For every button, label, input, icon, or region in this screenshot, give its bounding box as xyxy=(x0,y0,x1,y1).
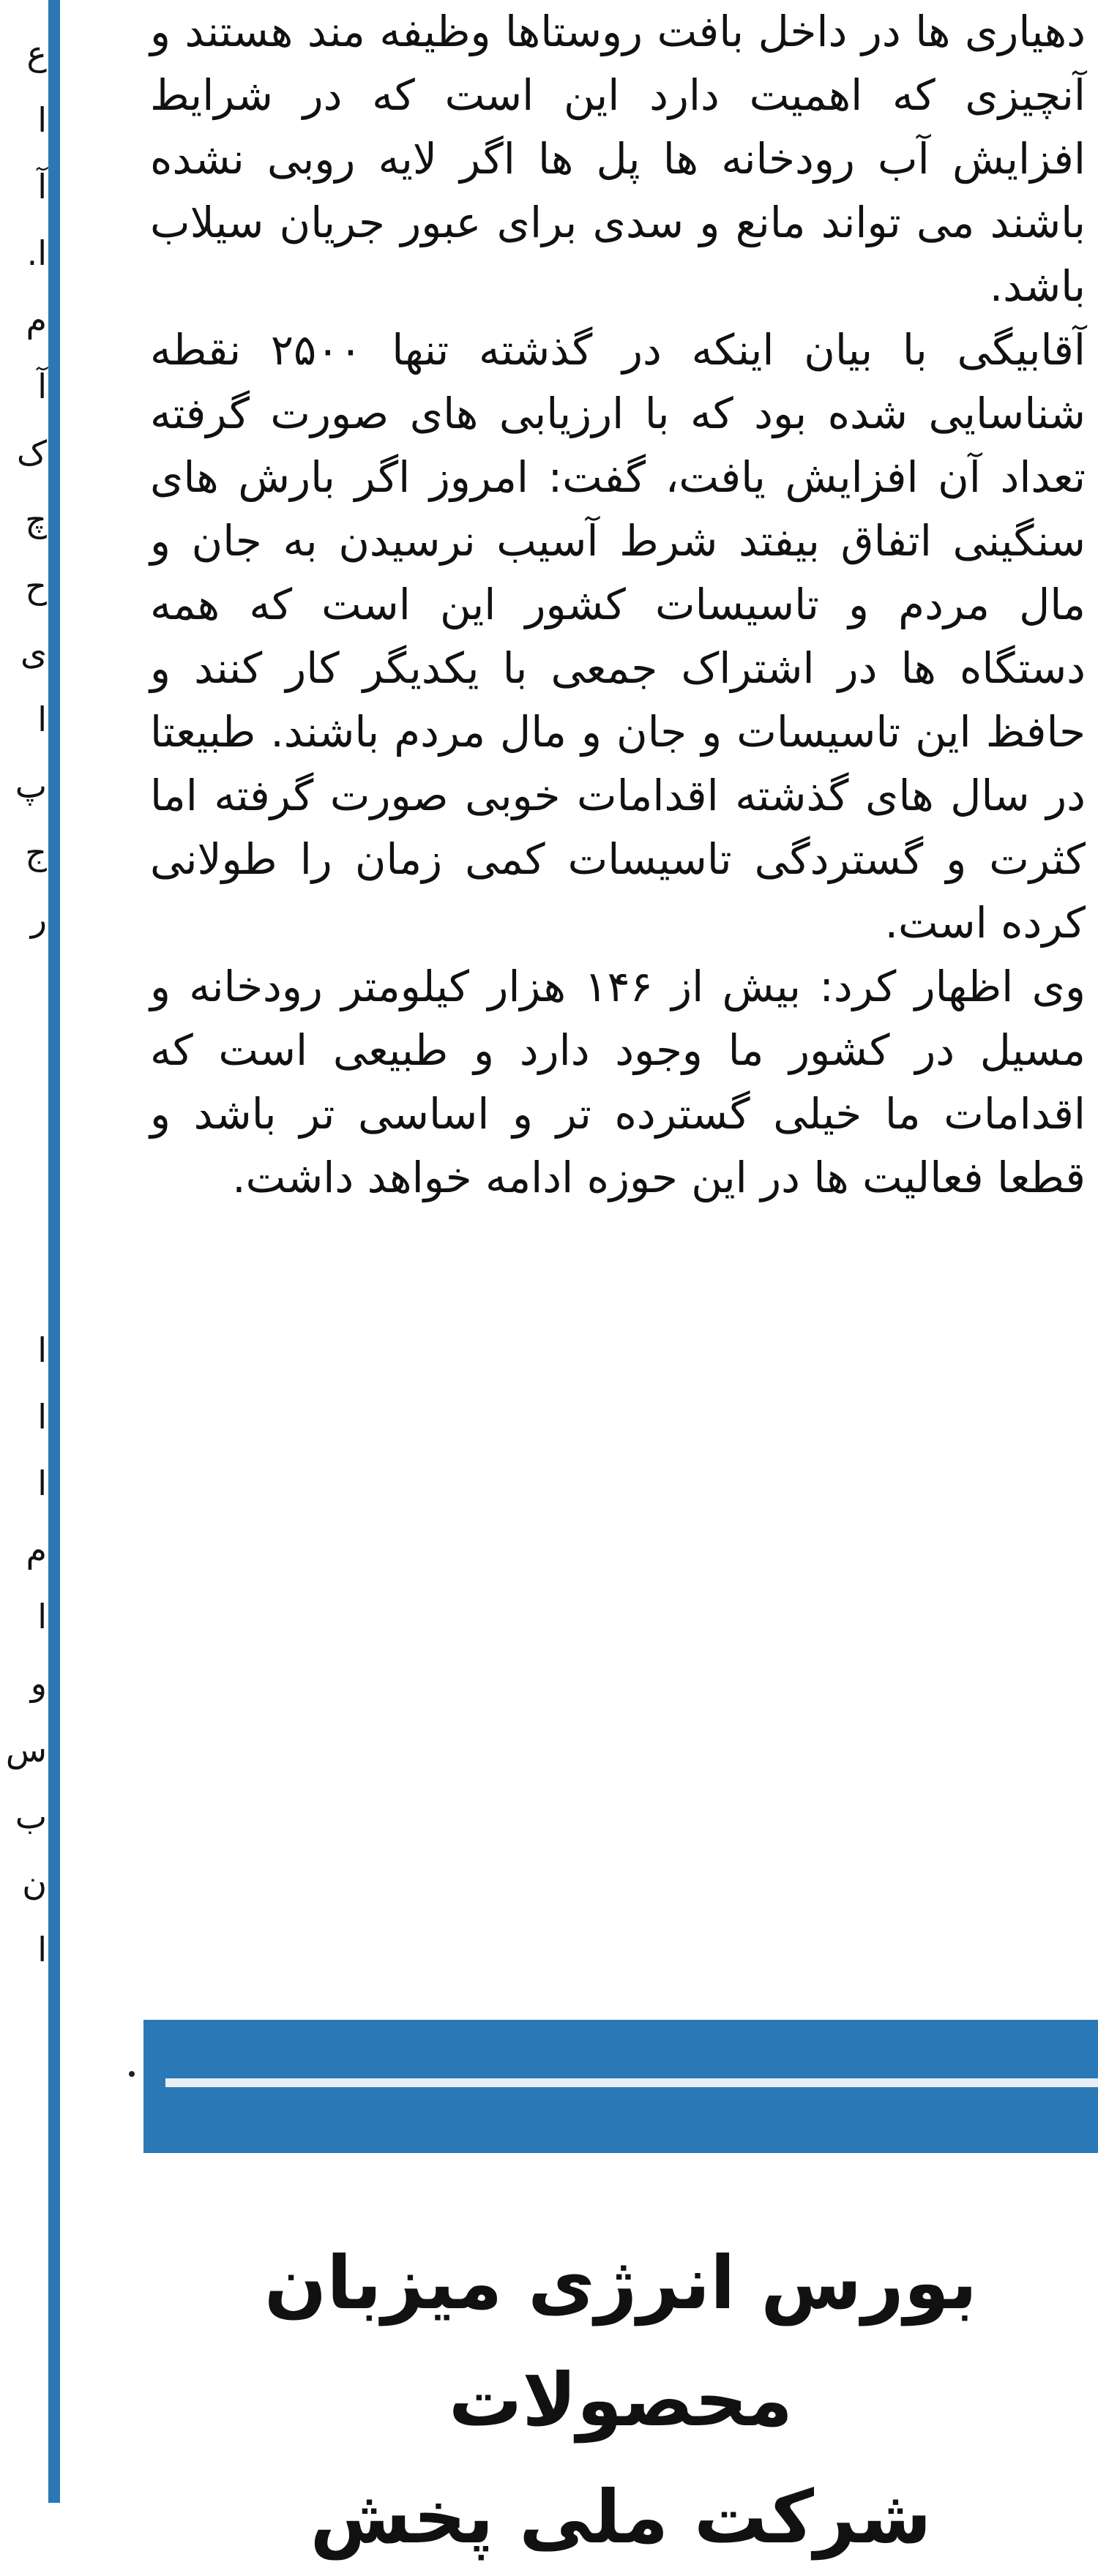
cut-glyph: ی xyxy=(20,633,47,673)
cut-glyph: م xyxy=(26,300,47,340)
headline-line-2: شرکت ملی پخش xyxy=(310,2474,932,2560)
dot-mark xyxy=(129,2071,135,2077)
article-headline xyxy=(143,2225,1098,2576)
cut-glyph: م xyxy=(26,1530,47,1570)
cut-glyph: ن xyxy=(22,1863,47,1903)
cut-glyph: ع xyxy=(26,34,47,73)
article-paragraph: وی اظهار کرد: بیش از ۱۴۶ هزار کیلومتر رودخانه و مسیل در کشور ما وجود دارد و طبیعی است که اقدامات ما خیلی گسترده تر و اساسی تر باشد و قطعا فعالیت ها در این حوزه ادامه خواهد داشت. xyxy=(150,962,1086,1202)
headline-line-1: بورس انرژی میزبان محصولات xyxy=(264,2240,978,2443)
cut-glyph: ا xyxy=(37,1464,47,1503)
cut-glyph: ر xyxy=(30,899,47,939)
cut-glyph: ا xyxy=(37,1330,47,1370)
cut-glyph: ا. xyxy=(26,233,47,273)
cut-glyph: ح xyxy=(25,566,47,606)
cut-glyph: ا xyxy=(37,1597,47,1636)
cut-glyph: ا xyxy=(37,100,47,140)
cut-glyph: و xyxy=(30,1663,47,1703)
article-paragraph: دهیاری ها در داخل بافت روستاها وظیفه مند هستند و آنچیزی که اهمیت دارد این است که در شرایط افزایش آب رودخانه ها پل ها اگر لایه روبی نشده باشند می تواند مانع و سدی برای عبور جریان سیلاب باشد. xyxy=(150,7,1086,311)
adjacent-column-text-lower xyxy=(3,1317,47,1983)
cut-glyph: ب xyxy=(15,1797,47,1836)
cut-glyph: ج xyxy=(25,833,47,872)
article-paragraph: آقابیگی با بیان اینکه در گذشته تنها ۲۵۰۰ نقطه شناسایی شده بود که با ارزیابی های صورت گرفته تعداد آن افزایش یافت، گفت: امروز اگر بارش های سنگینی اتفاق بیفتد شرط آسیب نرسیدن به جان و مال مردم و تاسیسات کشور این است که همه دستگاه ها در اشتراک جمعی با یکدیگر کار کنند و حافظ این تاسیسات و جان و مال مردم باشند. طبیعتا در سال های گذشته اقدامات خوبی صورت گرفته اما کثرت و گستردگی تاسیسات کمی زمان را طولانی کرده است. xyxy=(150,325,1086,948)
cut-glyph: چ xyxy=(25,500,47,539)
cut-glyph: آ xyxy=(37,167,47,206)
section-divider-line xyxy=(165,2078,1098,2087)
cut-glyph: س xyxy=(5,1730,47,1770)
column-divider-rule xyxy=(48,0,60,2503)
cut-glyph: ا xyxy=(37,700,47,739)
article-body xyxy=(150,0,1086,1210)
cut-glyph: پ xyxy=(15,766,47,806)
cut-glyph: ا xyxy=(37,1930,47,1969)
cut-glyph: آ xyxy=(37,367,47,406)
adjacent-column-text-upper xyxy=(3,20,47,953)
section-divider-band xyxy=(143,2020,1098,2153)
cut-glyph: ا xyxy=(37,1397,47,1437)
cut-glyph: ک xyxy=(16,433,47,473)
